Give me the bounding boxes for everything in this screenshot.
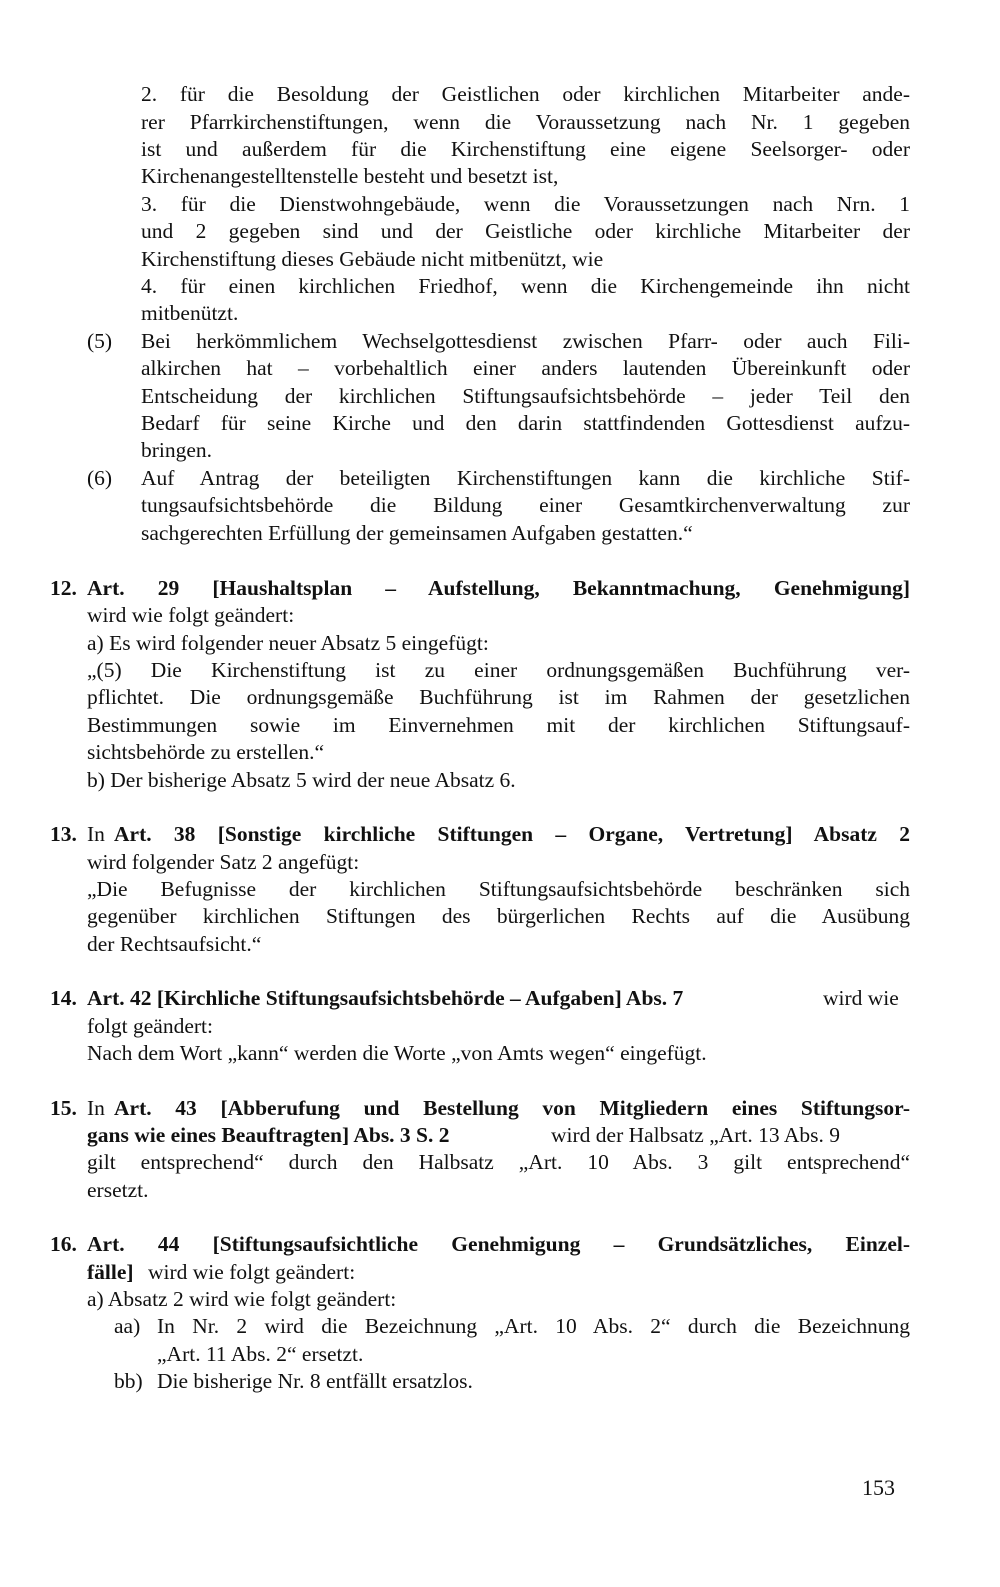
s13-line2: wird folgender Satz 2 angefügt: [87,850,360,874]
s12-line8: b) Der bisherige Absatz 5 wird der neue Absatz 6. [87,768,516,792]
item2-line4: Kirchenangestelltenstelle besteht und besetzt ist, [141,164,559,188]
s13-line4: gegenüber kirchlichen Stiftungen des bürgerlichen Rechts auf die Ausübung [87,904,910,928]
s13-number: 13. [50,822,77,846]
para6-line2: tungsaufsichtsbehörde die Bildung einer Gesamtkirchenverwaltung zur [141,493,910,517]
item3-line1: 3. für die Dienstwohngebäude, wenn die Voraussetzungen nach Nrn. 1 [141,192,910,216]
para5-line3: Entscheidung der kirchlichen Stiftungsaufsichtsbehörde – jeder Teil den [141,384,910,408]
s16-heading: Art. 44 [Stiftungsaufsichtliche Genehmigung – Grundsätzliches, Einzel- [87,1232,910,1256]
item3-line2: und 2 gegeben sind und der Geistliche oder kirchliche Mitarbeiter der [141,219,910,243]
s15-in: In [87,1096,105,1120]
s12-line3: a) Es wird folgender neuer Absatz 5 eingefügt: [87,631,489,655]
s16-aa-line2: „Art. 11 Abs. 2“ ersetzt. [157,1342,364,1366]
s13-line3: „Die Befugnisse der kirchlichen Stiftungsaufsichtsbehörde beschränken sich [87,877,910,901]
para6-line3: sachgerechten Erfüllung der gemeinsamen Aufgaben gestatten.“ [141,521,693,545]
item3-line3: Kirchenstiftung dieses Gebäude nicht mitbenützt, wie [141,247,604,271]
para5-line1: Bei herkömmlichem Wechselgottesdienst zwischen Pfarr- oder auch Fili- [141,329,910,353]
para5-line2: alkirchen hat – vorbehaltlich einer anders lautenden Übereinkunft oder [141,356,910,380]
s15-number: 15. [50,1096,77,1120]
s13-in: In [87,822,105,846]
s12-line6: Bestimmungen sowie im Einvernehmen mit der kirchlichen Stiftungsauf- [87,713,910,737]
s15-line2-rest: wird der Halbsatz „Art. 13 Abs. 9 [551,1123,840,1147]
s14-heading-tail: wird wie [823,986,899,1010]
s16-aa-line1: In Nr. 2 wird die Bezeichnung „Art. 10 Abs. 2“ durch die Bezeichnung [157,1314,910,1338]
para6-number: (6) [87,466,113,490]
s16-number: 16. [50,1232,77,1256]
s16-aa-label: aa) [114,1314,141,1338]
item2-line1: 2. für die Besoldung der Geistlichen oder kirchlichen Mitarbeiter ande- [141,82,910,106]
s15-line2-bold: gans wie eines Beauftragten] Abs. 3 S. 2 [87,1123,450,1147]
s12-line5: pflichtet. Die ordnungsgemäße Buchführung ist im Rahmen der gesetzlichen [87,685,910,709]
item4-line2: mitbenützt. [141,301,239,325]
s12-line4: „(5) Die Kirchenstiftung ist zu einer ordnungsgemäßen Buchführung ver- [87,658,910,682]
s14-heading: Art. 42 [Kirchliche Stiftungsaufsichtsbehörde – Aufgaben] Abs. 7 [87,986,684,1010]
s14-line2: folgt geändert: [87,1014,213,1038]
s12-heading: Art. 29 [Haushaltsplan – Aufstellung, Bekanntmachung, Genehmigung] [87,576,910,600]
s16-bb-line1: Die bisherige Nr. 8 entfällt ersatzlos. [157,1369,473,1393]
s16-line3: a) Absatz 2 wird wie folgt geändert: [87,1287,397,1311]
s16-line2-bold: fälle] [87,1260,134,1284]
para5-number: (5) [87,329,113,353]
s13-line5: der Rechtsaufsicht.“ [87,932,262,956]
s15-heading: Art. 43 [Abberufung und Bestellung von Mitgliedern eines Stiftungsor- [114,1096,910,1120]
s16-bb-label: bb) [114,1369,143,1393]
s12-line7: sichtsbehörde zu erstellen.“ [87,740,325,764]
page-number: 153 [862,1475,895,1500]
para5-line5: bringen. [141,438,213,462]
item4-line1: 4. für einen kirchlichen Friedhof, wenn die Kirchengemeinde ihn nicht [141,274,910,298]
s14-line3: Nach dem Wort „kann“ werden die Worte „von Amts wegen“ eingefügt. [87,1041,707,1065]
item2-line2: rer Pfarrkirchenstiftungen, wenn die Voraussetzung nach Nr. 1 gegeben [141,110,910,134]
para6-line1: Auf Antrag der beteiligten Kirchenstiftungen kann die kirchliche Stif- [141,466,910,490]
s12-line2: wird wie folgt geändert: [87,603,295,627]
s12-number: 12. [50,576,77,600]
s15-line4: ersetzt. [87,1178,149,1202]
item2-line3: ist und außerdem für die Kirchenstiftung eine eigene Seelsorger- oder [141,137,910,161]
s16-line2-rest: wird wie folgt geändert: [148,1260,356,1284]
s14-number: 14. [50,986,77,1010]
s13-heading: Art. 38 [Sonstige kirchliche Stiftungen – Organe, Vertretung] Absatz 2 [114,822,910,846]
s15-line3: gilt entsprechend“ durch den Halbsatz „Art. 10 Abs. 3 gilt entsprechend“ [87,1150,910,1174]
para5-line4: Bedarf für seine Kirche und den darin stattfindenden Gottesdienst aufzu- [141,411,910,435]
